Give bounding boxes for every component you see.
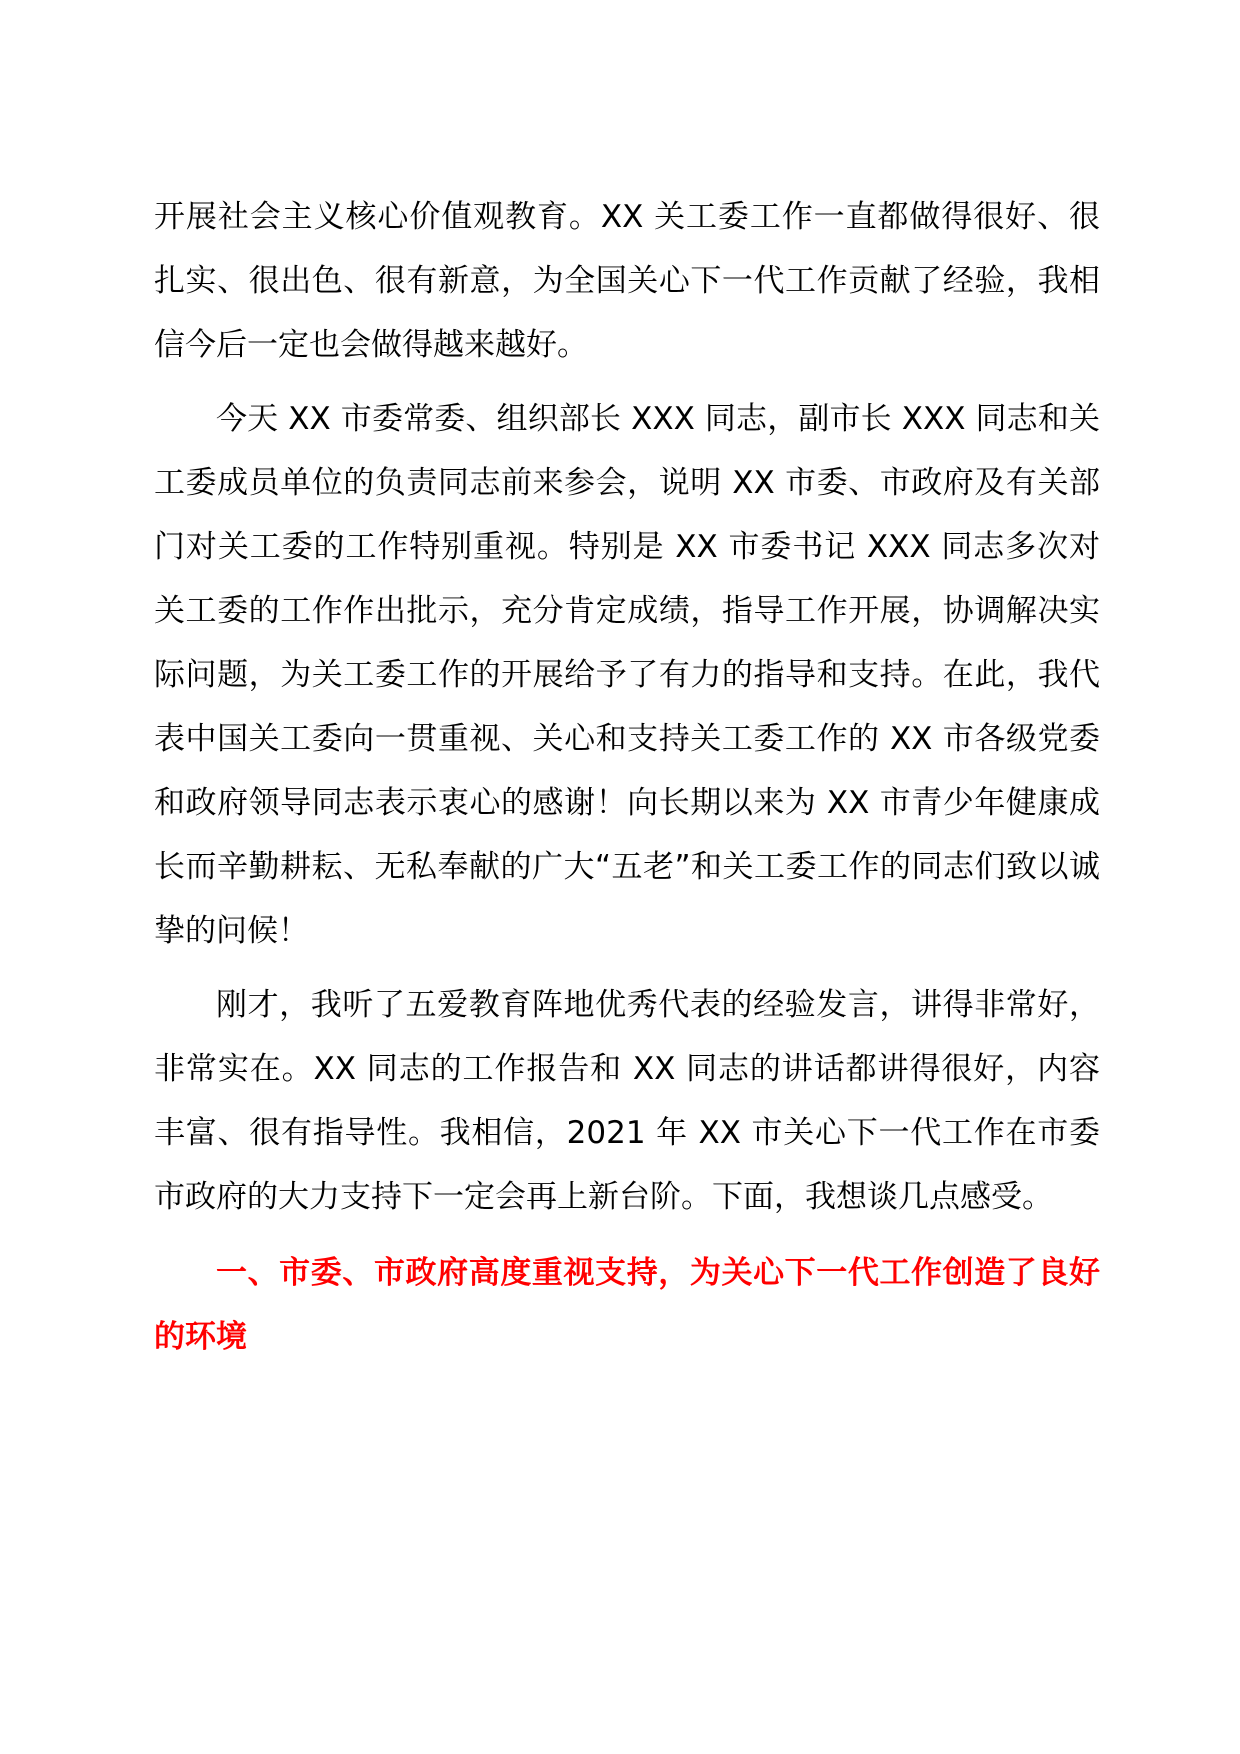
- document-body: [154, 185, 1100, 1369]
- paragraph-continuation: 开展社会主义核心价值观教育。XX 关工委工作一直都做得很好、很扎实、很出色、很有新意，为全国关心下一代工作贡献了经验，我相信今后一定也会做得越来越好。: [154, 199, 1100, 363]
- paragraph-feelings-intro: 刚才，我听了五爱教育阵地优秀代表的经验发言，讲得非常好，非常实在。XX 同志的工作报告和 XX 同志的讲话都讲得很好，内容丰富、很有指导性。我相信，2021 年 XX 市关心下一代工作在市委市政府的大力支持下一定会再上新台阶。下面，我想谈几点感受。: [154, 987, 1100, 1215]
- paragraph-spacer: [154, 1229, 1100, 1241]
- paragraph-attendance: 今天 XX 市委常委、组织部长 XXX 同志，副市长 XXX 同志和关工委成员单位的负责同志前来参会，说明 XX 市委、市政府及有关部门对关工委的工作特别重视。特别是 XX 市委书记 XXX 同志多次对关工委的工作作出批示，充分肯定成绩，指导工作开展，协调解决实际问题，为关工委工作的开展给予了有力的指导和支持。在此，我代表中国关工委向一贯重视、关心和支持关工委工作的 XX 市各级党委和政府领导同志表示衷心的感谢！向长期以来为 XX 市青少年健康成长而辛勤耕耘、无私奉献的广大“五老”和关工委工作的同志们致以诚挚的问候！: [154, 401, 1100, 949]
- paragraph-spacer: [154, 377, 1100, 387]
- paragraph-spacer: [154, 963, 1100, 973]
- section-heading: 一、市委、市政府高度重视支持，为关心下一代工作创造了良好的环境: [154, 1255, 1100, 1355]
